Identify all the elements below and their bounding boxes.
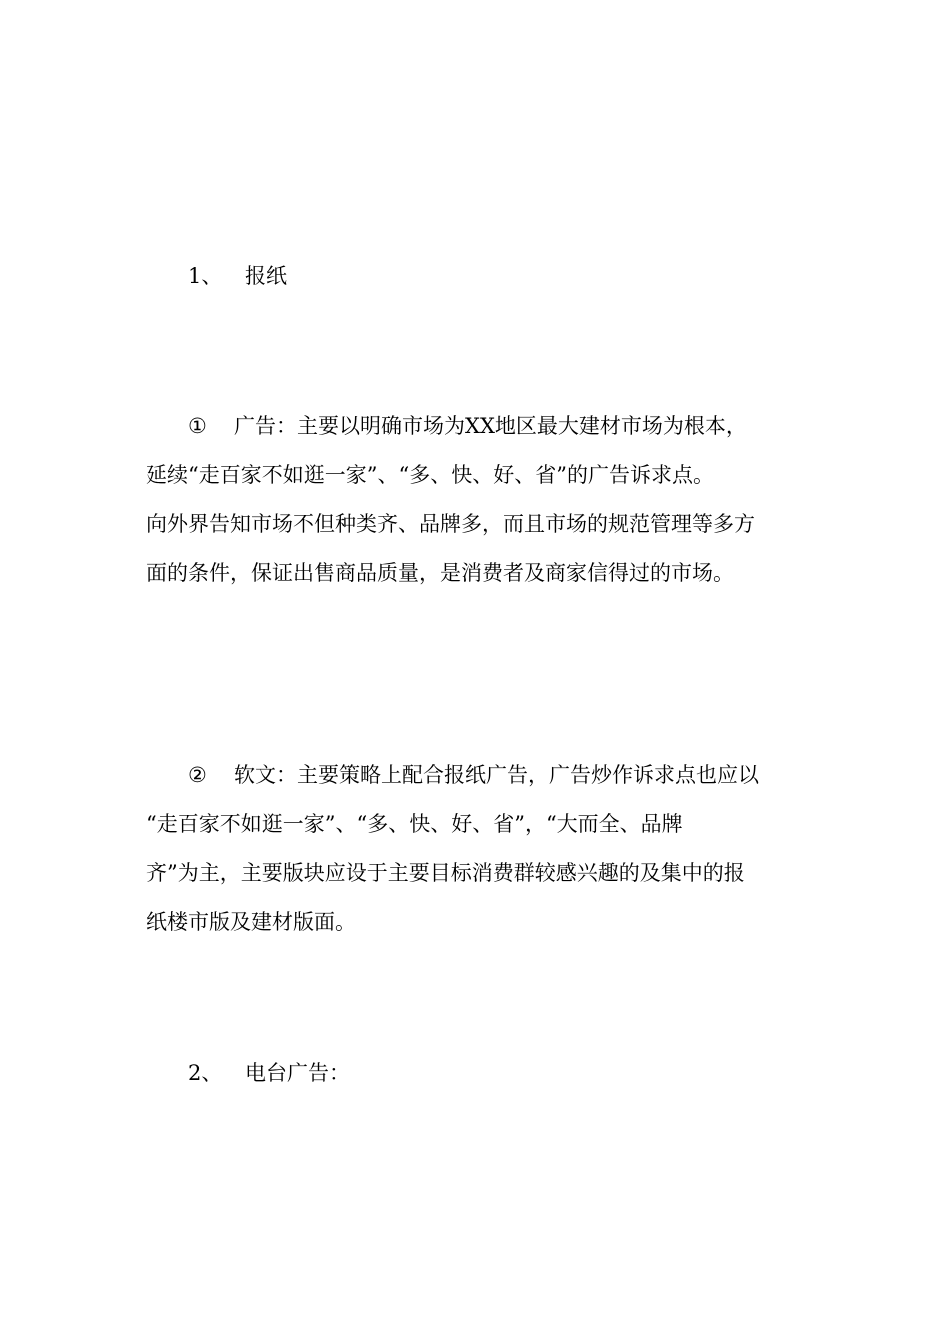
paragraph-soft-article [146,751,806,947]
paragraph-advertising [146,402,806,598]
paragraph-line: ① 广告：主要以明确市场为XX地区最大建材市场为根本， [146,402,806,451]
paragraph-line: “走百家不如逛一家”、“多、快、好、省”，“大而全、品牌 [146,812,683,836]
paragraph-line: 纸楼市版及建材版面。 [146,910,356,934]
section-heading-radio [188,1058,350,1088]
paragraph-line: 向外界告知市场不但种类齐、品牌多，而且市场的规范管理等多方 [146,512,755,536]
section-title: 电台广告： [245,1061,350,1085]
section-heading-newspaper [188,261,287,291]
paragraph-line: 延续“走百家不如逛一家”、“多、快、好、省”的广告诉求点。 [146,463,714,487]
section-title: 报纸 [245,264,287,288]
paragraph-line: 齐”为主，主要版块应设于主要目标消费群较感兴趣的及集中的报 [146,861,745,885]
section-number: 2、 [188,1061,223,1085]
paragraph-line: ② 软文：主要策略上配合报纸广告，广告炒作诉求点也应以 [146,751,806,800]
paragraph-line: 面的条件，保证出售商品质量，是消费者及商家信得过的市场。 [146,561,734,585]
list-marker: ② [188,763,207,787]
section-number: 1、 [188,264,223,288]
list-marker: ① [188,414,207,438]
